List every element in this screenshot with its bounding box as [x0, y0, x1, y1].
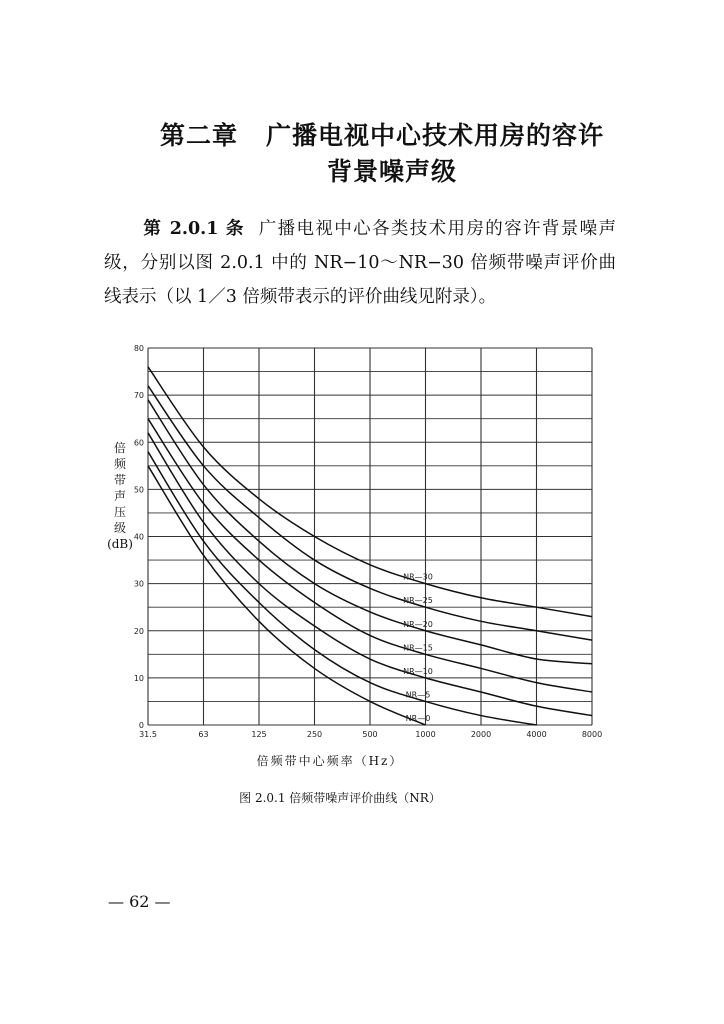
y-tick-label: 60 — [133, 438, 144, 448]
y-tick-label: 30 — [133, 579, 144, 589]
x-tick-label: 1000 — [415, 730, 436, 739]
nr-curve — [148, 452, 537, 725]
y-tick-label: 70 — [133, 391, 144, 401]
y-label-char: 倍 — [113, 441, 127, 455]
article-text: 广播电视中心各类技术用房的容许背景噪声级，分别以图 2.0.1 中的 NR−10～NR−30 倍频带噪声评价曲线表示（以 1／3 倍频带表示的评价曲线见附录）。 — [104, 219, 616, 307]
y-label-char: 带 — [113, 473, 127, 487]
nr-curve-label: NR—0 — [405, 714, 431, 723]
y-tick-label: 80 — [133, 344, 144, 353]
chapter-title-text: 广播电视中心技术用房的容许 — [266, 121, 605, 150]
nr-curve-label: NR—10 — [403, 666, 433, 676]
article-number: 第 2.0.1 条 — [142, 219, 245, 239]
y-axis-label — [107, 440, 133, 551]
chapter-title-line2: 背景噪声级 — [326, 157, 457, 186]
y-tick-label: 20 — [133, 626, 144, 636]
figure-caption: 图 2.0.1 倍频带噪声评价曲线（NR） — [239, 791, 441, 805]
x-tick-label: 31.5 — [139, 730, 157, 739]
x-tick-label: 4000 — [526, 730, 547, 739]
y-label-char: 压 — [113, 505, 127, 519]
nr-curve-label: NR—5 — [405, 690, 431, 700]
y-tick-label: 10 — [133, 673, 144, 683]
x-tick-label: 250 — [306, 730, 323, 739]
y-label-char: 声 — [113, 489, 127, 503]
y-tick-label: 0 — [138, 721, 144, 730]
nr-curve-label: NR—15 — [403, 643, 433, 653]
y-label-char: (dB) — [107, 537, 133, 551]
chart-series-labels — [403, 573, 433, 723]
y-label-char: 频 — [113, 457, 127, 471]
x-tick-label: 2000 — [470, 730, 492, 739]
chapter-label: 第二章 — [159, 121, 238, 150]
x-tick-label: 125 — [251, 730, 267, 739]
x-tick-label: 63 — [198, 730, 209, 739]
y-label-char: 级 — [113, 521, 127, 535]
page-number: — 62 — — [108, 892, 171, 911]
nr-curve-label: NR—20 — [403, 619, 433, 629]
x-tick-label: 8000 — [581, 730, 603, 739]
nr-curve — [148, 466, 426, 725]
x-tick-label: 500 — [362, 730, 378, 739]
x-axis-label: 倍频带中心频率（Hz） — [256, 754, 404, 768]
nr-curve-label: NR—25 — [403, 596, 433, 606]
y-tick-label: 50 — [133, 485, 144, 495]
nr-curve-label: NR—30 — [403, 572, 433, 582]
y-tick-label: 40 — [133, 532, 144, 542]
